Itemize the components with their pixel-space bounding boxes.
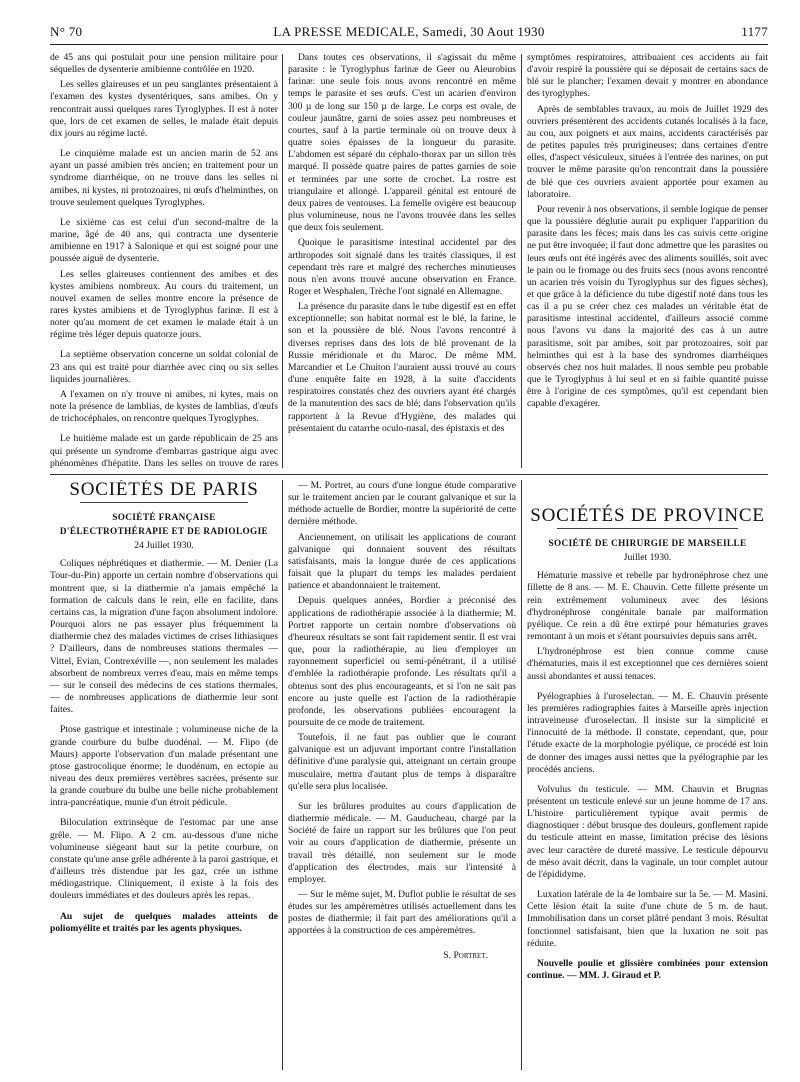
session-date: 24 Juillet 1930. <box>134 540 194 552</box>
signature: S. Portret. <box>443 949 488 961</box>
section-title: SOCIÉTÉS DE PROVINCE <box>530 505 765 526</box>
paragraph: Luxation latérale de la 4e lombaire sur la 5e. — M. Masini. Cette lésion était la suite d'une chute de 5 m. de haut. Immobilisation dans un corset plâtré pendant 3 mois. Résultat fonctionnel satisfaisant, bien que la luxation ne soit pas réduite. <box>527 889 768 949</box>
top-column-3 <box>527 52 768 470</box>
paragraph: Hématurie massive et rebelle par hydronéphrose chez une fillette de 8 ans. — M. E. Chauvin. Cette fillette présente un rein extrêmement volumineux avec des lésions d'hydronéphrose congénitale banale par malformation pyélique. Ce rein a dû être extirpé pour hématuries graves remontant à un mois et s'étant poursuivies depuis sans arrêt. <box>527 570 768 643</box>
paragraph: Volvulus du testicule. — MM. Chauvin et Brugnas présentent un testicule enlevé sur un jeune homme de 17 ans. L'histoire particulièrement typique avait permis de diagnostiquer : début brusque des douleurs, gonflement rapide du testicule atteint en masse, limitation précise des lésions avec leur caractère de dureté massive. Le testicule dépourvu de méso avait décrit, dans la vaginale, un tour complet autour de l'épididyme. <box>527 783 768 880</box>
paragraph: de 45 ans qui postulait pour une pension militaire pour séquelles de dysenterie amibienne contrôlée en 1920. <box>50 52 278 76</box>
paragraph: Nouvelle poulie et glissière combinées pour extension continue. — MM. J. Giraud et P. <box>527 957 768 981</box>
societes-de-province <box>527 480 768 1072</box>
paragraph: Le sixième cas est celui d'un second-maître de la marine, âgé de 40 ans, qui contracta une dysenterie amibienne en 1917 à Salonique et qui est soigné pour une poussée aiguë de dysenterie. <box>50 216 278 265</box>
society-name: SOCIÉTÉ DE CHIRURGIE DE MARSEILLE <box>548 538 747 549</box>
paragraph: Pyélographies à l'uroselectan. — M. E. Chauvin présente les premières radiographies faites à Marseille après injection intraveineuse d'uroselectan. Il insiste sur la simplicité et l'innocuité de la méthode. Il constate, cependant, que, pour l'étude exacte de la morphologie pyélique, ce procédé est loin de donner des images aussi nettes que la pyélographie par les procédés anciens. <box>527 690 768 775</box>
paragraph: La présence du parasite dans le tube digestif est en effet exceptionnelle; son habitat normal est le blé, la farine, le son et la poussière de blé. Nous l'avons rencontré à diverses reprises dans des lots de blé provenant de la Russie méridionale et du Maroc. De même MM. Marcandier et Le Chuiton l'auraient aussi trouvé au cours d'une enquête faite en 1928, à la suite d'accidents respiratoires constatés chez des ouvriers ayant été chargés de la manutention des sacs de blé; dans l'observation qu'ils rapportent à la Revue d'Hygiène, des malades qui présentaient du catarrhe oculo-nasal, des épistaxis et des <box>288 301 516 434</box>
column-divider <box>521 54 522 468</box>
section-rule <box>50 474 768 475</box>
paragraph: L'hydronéphrose est bien connue comme cause d'hématuries, mais il est exceptionnel que ces dernières soient aussi abondantes et aussi tenaces. <box>527 646 768 682</box>
title-rule <box>557 528 738 529</box>
paragraph: Au sujet de quelques malades atteints de poliomyélite et traités par les agents physiques. <box>50 910 278 934</box>
paragraph: Après de semblables travaux, au mois de Juillet 1929 des ouvriers présentèrent des accidents cutanés localisés à la face, au cou, aux poignets et aux mains, accidents caractérisés par de petites papules très prurigineuses; dans certaines d'entre elles, d'aspect vésiculeux, situées à l'entrée des narines, on put trouver le même parasite qu'on rencontrait dans la poussière de blé que ces ouvriers avaient apportée pour examen au laboratoire. <box>527 103 768 200</box>
societes-de-paris <box>50 480 278 1072</box>
paragraph: Quoique le parasitisme intestinal accidentel par des arthropodes soit signalé dans les traités classiques, il est cependant très rare et malgré des recherches minutieuses nous n'en avons trouvé aucune observation en France. Roger et Wesphalen, Trèche l'ont signalé en Allemagne. <box>288 237 516 297</box>
paragraph: — Sur le même sujet, M. Duflot publie le résultat de ses études sur les ampèremètres utilisés actuellement dans les postes de diathermie; il fait part des améliorations qu'il a apportées à la construction de ces ampèremètres. <box>288 889 516 937</box>
paragraph: — M. Portret, au cours d'une longue étude comparative sur le traitement ancien par le courant galvanique et sur la méthode actuelle de Bordier, montre la supériorité de cette dernière méthode. <box>288 480 516 528</box>
paragraph: Toutefois, il ne faut pas oublier que le courant galvanique est un adjuvant important contre l'installation définitive d'une paralysie qui, atteignant un certain groupe musculaire, mettra d'autant plus de temps à disparaître qu'elle sera plus localisée. <box>288 732 516 792</box>
section-title: SOCIÉTÉS DE PARIS <box>69 480 259 500</box>
paragraph: Biloculation extrinsèque de l'estomac par une anse grêle. — M. Flipo. A 2 cm. au-dessous d'une niche volumineuse siégeant haut sur la petite courbure, on constate qu'une anse grêle adhérente à la paroi gastrique, et d'ailleurs très distendue par les gaz, crée un isthme médiogastrique. Cliniquement, il existe à la fois des douleurs immédiates et des douleurs après les repas. <box>50 817 278 902</box>
title-rule <box>80 502 248 503</box>
column-divider <box>521 480 522 1070</box>
top-column-1 <box>50 52 278 470</box>
paragraph: Coliques néphrétiques et diathermie. — M. Denier (La Tour-du-Pin) apporte un certain nombre d'observations qui montrent que, si la diathermie n'a jamais empêché la formation de calculs dans le rein, elle en facilite, dans certains cas, la migration d'une façon absolument indolore. Pourquoi alors ne pas essayer plus fréquemment la diathermie chez des malades victimes de crises lithiasiques ? D'ailleurs, dans de nombreuses stations thermales — Vittel, Evian, Contrexéville —, non seulement les malades absorbent de nombreux verres d'eau, mais en même temps — sur le conseil des médecins de ces stations thermales, — de nombreuses applications de diathermie leur sont faites. <box>50 558 278 716</box>
issue-number: N° 70 <box>50 24 83 39</box>
paragraph: Le huitième malade est un garde républicain de 25 ans qui présente un syndrome d'embarras gastrique aigu avec phénomènes d'hépatite. Dans les selles on trouve de rares <box>50 433 278 469</box>
paragraph: La septième observation concerne un soldat colonial de 23 ans qui est traité pour diarrhée avec cinq ou six selles liquides journalières. <box>50 349 278 385</box>
page-header <box>50 20 768 42</box>
paragraph: Les selles glaireuses contiennent des amibes et des kystes amibiens nombreux. Au cours du traitement, un nouvel examen de selles montre encore la présence de rares kystes amibiens et de Tyroglyphus farinæ. Il est à noter qu'au moment de cet examen le malade était à un régime très léger depuis quatorze jours. <box>50 268 278 341</box>
paragraph: Le cinquième malade est un ancien marin de 52 ans ayant un passé amibien très ancien; en traitement pour un syndrome diarrhéique, on ne trouve dans les selles ni amibes, ni kystes, ni protozoaires, ni œufs d'helminthes, on trouve seulement quelques Tyroglyphes. <box>50 148 278 208</box>
journal-title: LA PRESSE MEDICALE, Samedi, 30 Aout 1930 <box>273 24 545 39</box>
paris-continued <box>288 480 516 1072</box>
paragraph: Dans toutes ces observations, il s'agissait du même parasite : le Tyroglyphus farinæ de Geer ou Aleurobius farinæ: une seule fois nous avons rencontré en même temps le parasite et ses œufs. C'est un acarien d'environ 300 µ de long sur 150 µ de large. Le corps est ovale, de couleur jaunâtre, garni de soies assez peu nombreuses et courtes, sauf à la partie terminale où on trouve deux à quatre soies épaisses de la longueur du parasite. L'abdomen est séparé du céphalo-thorax par un sillon très marqué. Il possède quatre paires de pattes garnies de soie et terminées par une sorte de crochet. La rostre est triangulaire et allongé. L'appareil génital est entouré de deux paires de ventouses. La femelle ovigère est beaucoup plus volumineuse, nous ne l'avons trouvée dans les selles que deux fois seulement. <box>288 52 516 234</box>
paragraph: Anciennement, on utilisait les applications de courant galvanique qui donnaient souvent des résultats satisfaisants, mais la longue durée de ces applications faisait que la plupart du temps les malades perdaient patience et abandonnaient le traitement. <box>288 531 516 592</box>
paragraph: Ptose gastrique et intestinale ; volumineuse niche de la grande courbure du bulbe duodénal. — M. Flipo (de Maurs) apporte l'observation d'un malade présentant une ptose gastrocolique énorme; le duodénum, en ectopie au niveau des deux premières vertèbres sacrées, présente sur la grande courbure du bulbe une belle niche probablement intra-pancréatique, munie d'un étroit pédicule. <box>50 724 278 809</box>
page-number: 1177 <box>741 24 768 39</box>
paragraph: Sur les brûlures produites au cours d'application de diathermie médicale. — M. Gauducheau, chargé par la Société de faire un rapport sur les brûlures que l'on peut voir au cours d'application de diathermie, présente un travail très détaillé, non seulement sur le mode d'application des électrodes, mais sur l'intensité à employer. <box>288 800 516 885</box>
paragraph: Depuis quelques années, Bordier a préconisé des applications de radiothérapie associée à la diathermie; M. Portret rapporte un certain nombre d'observations où d'heureux résultats se sont fait rapidement sentir. Il est vrai que, pour la radiothérapie, au lieu d'employer un rayonnement superficiel ou semi-pénétrant, il a utilisé d'emblée la radiothérapie profonde. Les résultats qu'il a obtenus sont des plus encourageants, et si l'on ne sait pas encore au juste quelle est l'action de la radiothérapie profonde, les observations publiées encouragent la poursuite de ce mode de traitement. <box>288 595 516 728</box>
paragraph: Les selles glaireuses et un peu sanglantes présentaient à l'examen des kystes dysentériques, sans amibes. On y rencontrait aussi quelques rares Tyroglyphes. Il est à noter que, lors de cet examen de selles, le malade était depuis dix jours au régime lacté. <box>50 79 278 139</box>
top-column-2 <box>288 52 516 470</box>
column-divider <box>282 54 283 468</box>
paragraph: Pour revenir à nos observations, il semble logique de penser que la poussière déglutie aurait pu expliquer l'apparition du parasite dans les fèces; mais dans les cas suivis cette origine ne put être invoquée; il faut donc admettre que les parasites ou leurs œufs ont été ingérés avec des aliments souillés, soit avec le pain ou le fromage ou des fruits secs (nous avons rencontré un acarien très voisin du Tyroglyphus sur des figues sèches), et que grâce à la déficience du tube digestif noté dans tous les cas il a pu se créer chez ces malades un véritable état de parasitisme intestinal accidentel, d'ailleurs associé comme nous l'avons vu dans la majorité des cas à un autre parasitisme, soit par amibes, soit par protozoaires, soit par helminthes qui est à la base des syndromes diarrhéiques observés chez nos huit malades. Il nous semble peu probable que le Tyroglyphus à lui seul et en si faible quantité puisse être à l'origine de ces symptômes, qu'il est cependant bien capable d'exagérer. <box>527 203 768 410</box>
session-date: Juillet 1930. <box>623 552 672 564</box>
society-name: SOCIÉTÉ FRANÇAISE <box>112 512 216 523</box>
header-rule <box>50 44 768 45</box>
paragraph: A l'examen on n'y trouve ni amibes, ni kytes, mais on note la présence de lamblias, de kystes de lamblias, d'œufs de trichocéphales, on rencontre quelques Tyroglyphes. <box>50 388 278 425</box>
paragraph: symptômes respiratoires, attribuaient ces accidents au fait d'avoir respiré la poussière qui se déposait de certains sacs de blé sur le plancher; l'examen devait y montrer en abondance des tyroglyphes. <box>527 52 768 100</box>
column-divider <box>282 480 283 1070</box>
society-name-line2: D'ÉLECTROTHÉRAPIE ET DE RADIOLOGIE <box>59 526 269 537</box>
